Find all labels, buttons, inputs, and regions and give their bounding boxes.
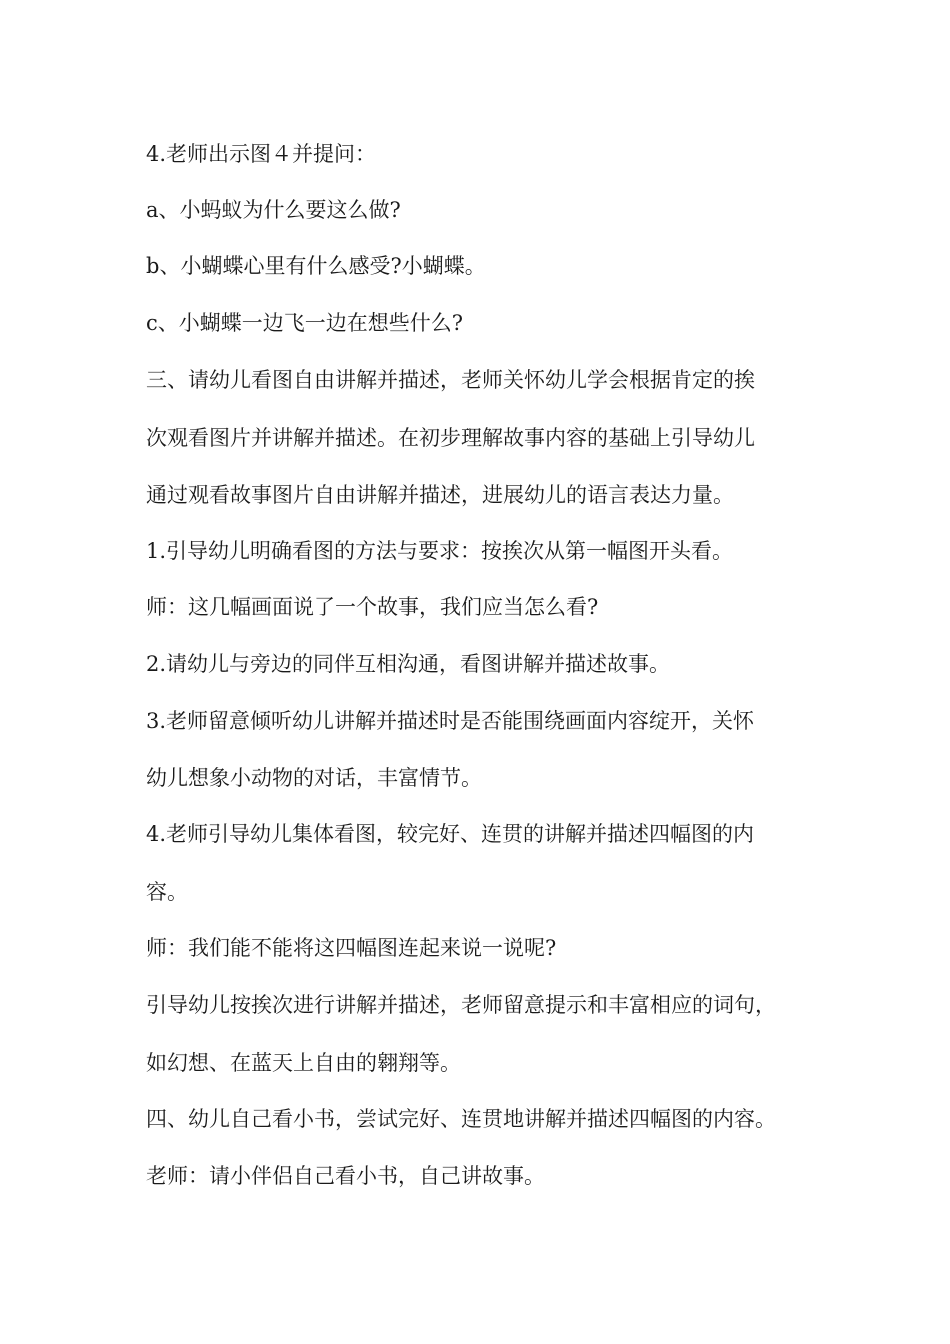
- text-line: 师：这几幅画面说了一个故事，我们应当怎么看?: [146, 595, 599, 619]
- text-line: 4.老师出示图４并提问：: [146, 142, 377, 166]
- text-line: 如幻想、在蓝天上自由的翱翔等。: [146, 1051, 461, 1075]
- text-line: 引导幼儿按挨次进行讲解并描述，老师留意提示和丰富相应的词句，: [146, 993, 776, 1017]
- text-line: a、小蚂蚁为什么要这么做?: [146, 198, 401, 222]
- text-line: 次观看图片并讲解并描述。在初步理解故事内容的基础上引导幼儿: [146, 426, 755, 450]
- text-line: 幼儿想象小动物的对话，丰富情节。: [146, 766, 482, 790]
- text-line: 通过观看故事图片自由讲解并描述，进展幼儿的语言表达力量。: [146, 483, 734, 507]
- text-line: 老师：请小伴侣自己看小书，自己讲故事。: [146, 1164, 545, 1188]
- text-line: b、小蝴蝶心里有什么感受?小蝴蝶。: [146, 254, 486, 278]
- text-line: 3.老师留意倾听幼儿讲解并描述时是否能围绕画面内容绽开，关怀: [146, 709, 755, 733]
- text-line: 三、请幼儿看图自由讲解并描述，老师关怀幼儿学会根据肯定的挨: [146, 368, 755, 392]
- text-line: 1.引导幼儿明确看图的方法与要求：按挨次从第一幅图开头看。: [146, 539, 734, 563]
- text-line: 四、幼儿自己看小书，尝试完好、连贯地讲解并描述四幅图的内容。: [146, 1107, 776, 1131]
- text-line: 容。: [146, 880, 188, 904]
- text-line: c、小蝴蝶一边飞一边在想些什么?: [146, 311, 464, 335]
- text-line: 2.请幼儿与旁边的同伴互相沟通，看图讲解并描述故事。: [146, 652, 671, 676]
- text-line: 4.老师引导幼儿集体看图，较完好、连贯的讲解并描述四幅图的内: [146, 822, 755, 846]
- text-line: 师：我们能不能将这四幅图连起来说一说呢?: [146, 936, 557, 960]
